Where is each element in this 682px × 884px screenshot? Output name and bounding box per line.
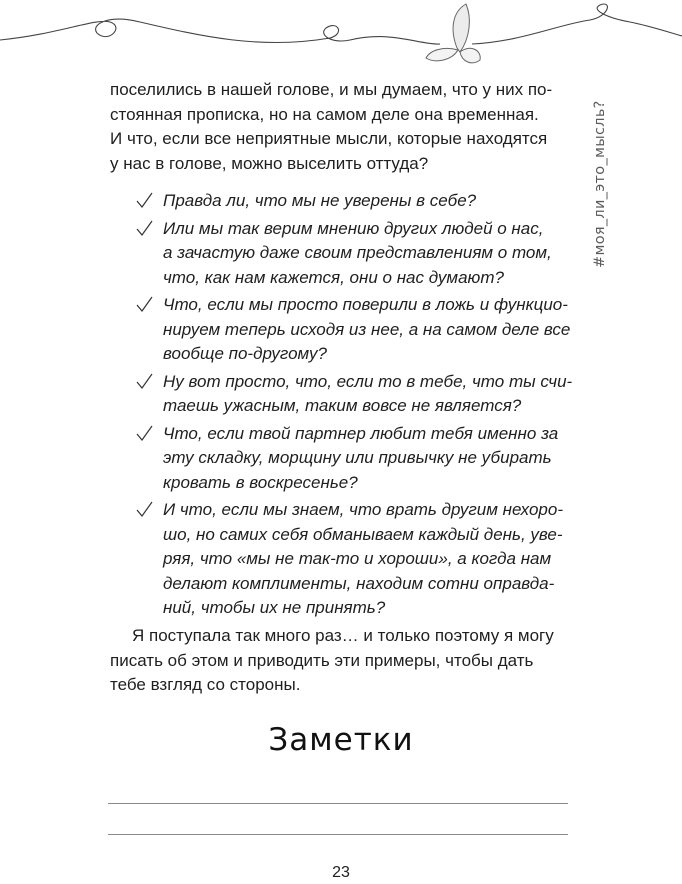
list-item-line: Что, если твой партнер любит тебя именно за: [163, 423, 559, 443]
outro-paragraph: [110, 624, 568, 698]
checkmark-icon: [134, 370, 154, 392]
list-item: [134, 370, 574, 419]
list-item: [134, 498, 574, 621]
question-list: [134, 189, 574, 624]
list-item-line: Ну вот просто, что, если то в тебе, что ты счи-: [163, 371, 573, 391]
list-item-line: эту складку, морщину или привычку не убирать: [163, 448, 552, 467]
paragraph-line: И что, если все неприятные мысли, которые находятся: [110, 129, 548, 148]
intro-paragraph: [110, 78, 568, 176]
checkmark-icon: [134, 217, 154, 239]
paragraph-line: тебе взгляд со стороны.: [110, 675, 301, 694]
notes-heading: Заметки: [268, 722, 414, 758]
paragraph-line: писать об этом и приводить эти примеры, чтобы дать: [110, 650, 534, 670]
list-item-line: вообще по-другому?: [163, 344, 327, 363]
list-item-line: ний, чтобы их не принять?: [163, 598, 386, 617]
checkmark-icon: [134, 422, 154, 444]
list-item-line: нируем теперь исходя из нее, а на самом деле все: [163, 319, 571, 339]
list-item-line: кровать в воскресенье?: [163, 472, 358, 492]
paragraph-line: поселились в нашей голове, и мы думаем, что у них по-: [110, 80, 553, 99]
list-item-line: что, как нам кажется, они о нас думают?: [163, 267, 504, 287]
list-item: [134, 293, 574, 367]
list-item-line: И что, если мы знаем, что врать другим нехоро-: [163, 500, 563, 519]
list-item-line: ряя, что «мы не так-то и хороши», а когда нам: [163, 549, 552, 568]
checkmark-icon: [134, 293, 154, 315]
paragraph-line: Я поступала так много раз… и только поэтому я могу: [132, 626, 554, 645]
checkmark-icon: [134, 189, 154, 211]
list-item-line: а зачастую даже своим представлениям о том,: [163, 243, 552, 262]
page-number: 23: [332, 864, 350, 881]
list-item-line: делают комплименты, находим сотни оправда-: [163, 573, 555, 593]
side-hashtag: #моя_ли_это_мысль?: [592, 100, 608, 268]
list-item-line: шо, но самих себя обманываем каждый день, уве-: [163, 524, 563, 544]
paragraph-line: стоянная прописка, но на самом деле она временная.: [110, 104, 539, 124]
list-item: [134, 422, 574, 496]
header-swirl-decoration: [0, 0, 682, 80]
notes-line: [108, 834, 568, 835]
butterfly-icon: [426, 4, 480, 63]
list-item-line: Или мы так верим мнению других людей о нас,: [163, 218, 544, 238]
paragraph-line: у нас в голове, можно выселить оттуда?: [110, 153, 429, 173]
list-item: [134, 189, 574, 214]
list-item-line: Правда ли, что мы не уверены в себе?: [163, 191, 477, 210]
list-item-line: Что, если мы просто поверили в ложь и функцио-: [163, 295, 568, 314]
checkmark-icon: [134, 498, 154, 520]
list-item: [134, 217, 574, 291]
list-item-line: таешь ужасным, таким вовсе не является?: [163, 396, 522, 415]
notes-line: [108, 803, 568, 804]
